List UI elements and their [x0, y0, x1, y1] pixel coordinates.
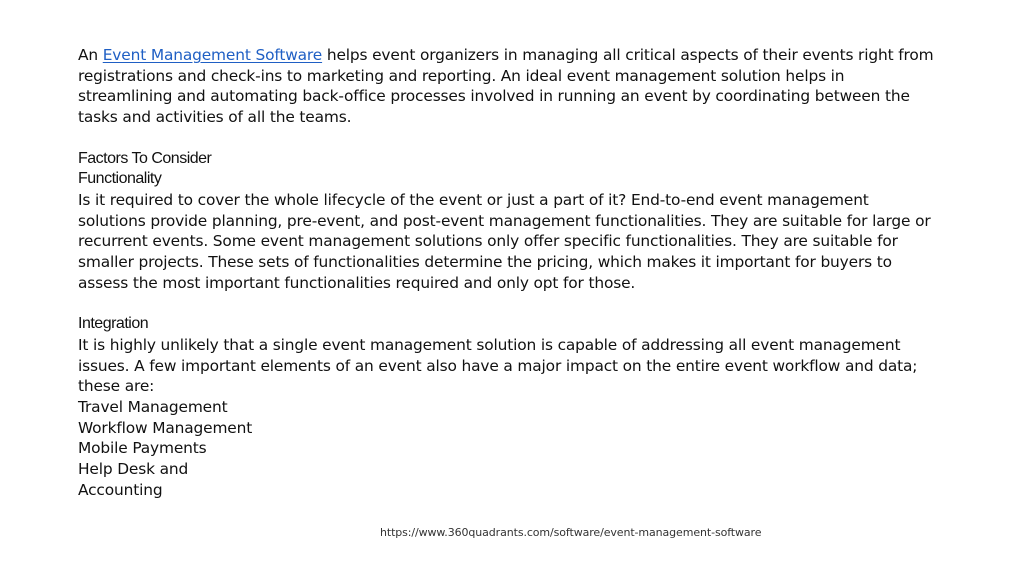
integration-paragraph: It is highly unlikely that a single event management solution is capable of addressing all event management issues. A few important elements of an event also have a major impact on the entire event workflow and data; these are: — [78, 335, 918, 396]
functionality-heading: Functionality — [78, 170, 162, 188]
spacer — [78, 128, 938, 149]
integration-heading: Integration — [78, 315, 149, 333]
list-item: Workflow Management — [78, 418, 253, 437]
intro-rest: helps event organizers in managing all critical aspects of their events right from registrations and check-ins to marketing and reporting. An ideal event management solution helps in streamlining and automating back-office processes involved in running an event by coordinating between the tasks and activities of all the teams. — [78, 46, 934, 127]
spacer — [78, 293, 938, 314]
slide-content — [78, 45, 938, 500]
list-item: Accounting — [78, 480, 163, 499]
intro-paragraph — [78, 45, 938, 128]
list-item: Help Desk and — [78, 460, 189, 479]
integration-list — [78, 397, 938, 501]
event-management-software-link[interactable]: Event Management Software — [102, 46, 323, 64]
functionality-paragraph: Is it required to cover the whole lifecycle of the event or just a part of it? End-to-end event management solutions provide planning, pre-event, and post-event management functionalities. They are suitable for large or recurrent events. Some event management solutions only offer specific functionalities. They are suitable for smaller projects. These sets of functionalities determine the pricing, which makes it important for buyers to assess the most important functionalities required and only opt for those. — [78, 190, 931, 292]
intro-prefix: An — [78, 46, 103, 64]
footer-url: https://www.360quadrants.com/software/event-management-software — [380, 526, 762, 539]
factors-heading: Factors To Consider — [78, 149, 212, 167]
list-item: Mobile Payments — [78, 439, 207, 458]
list-item: Travel Management — [78, 397, 228, 416]
